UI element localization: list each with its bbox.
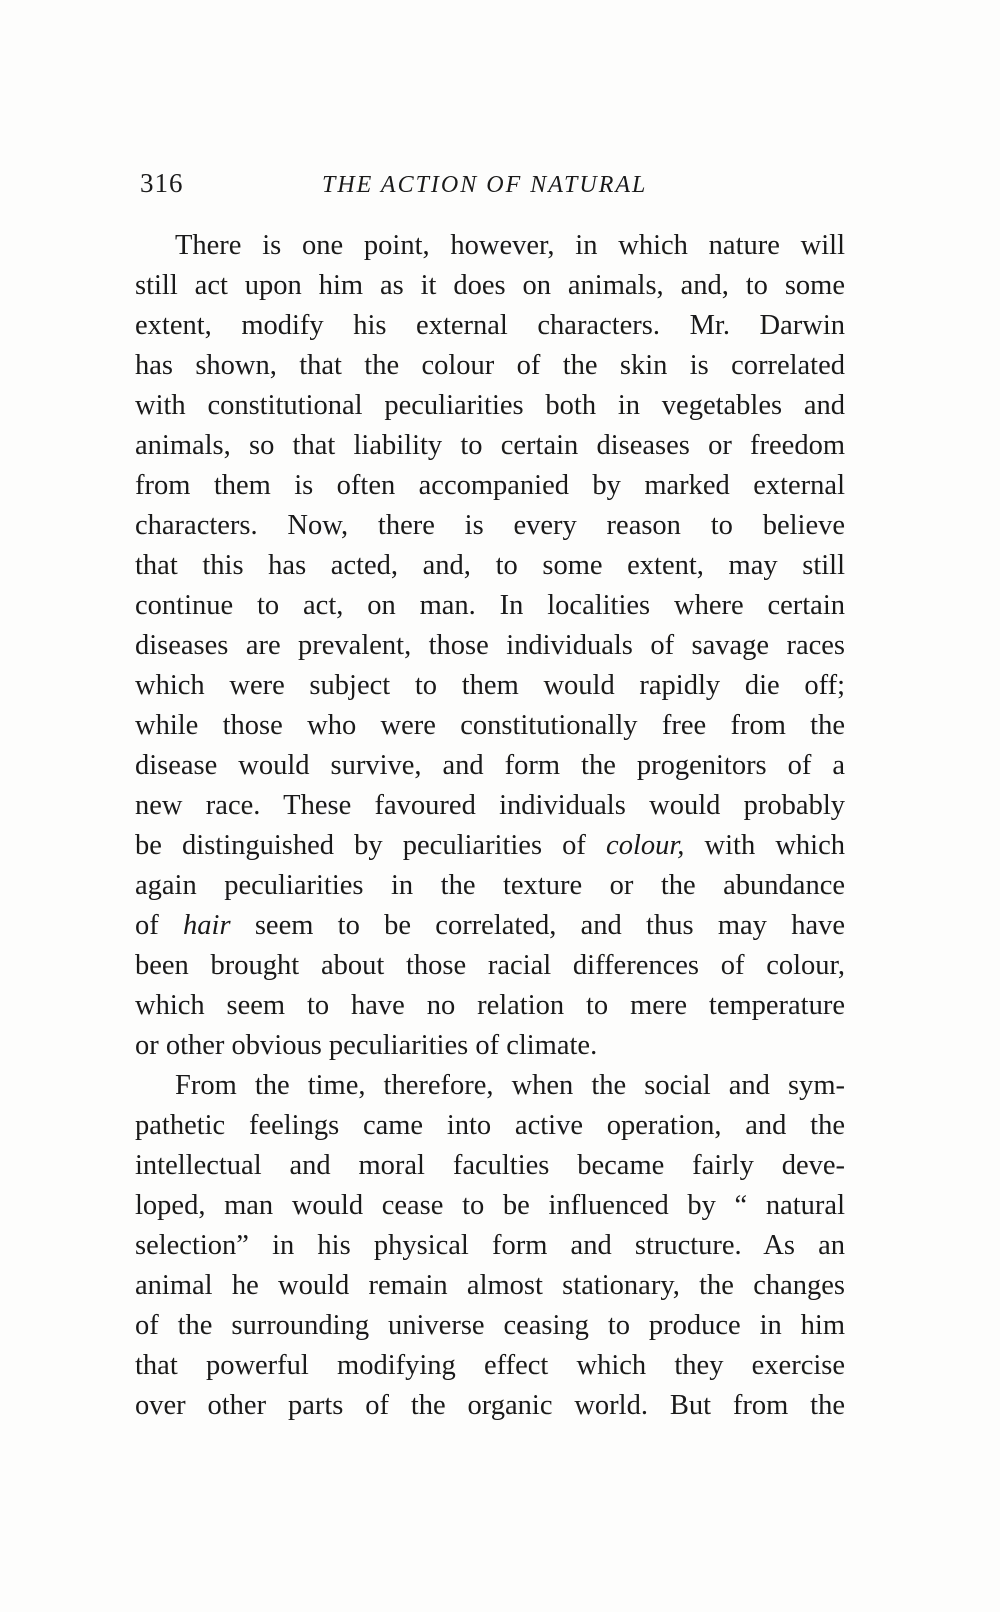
text-line: intellectual and moral faculties became fairly deve- — [135, 1150, 845, 1181]
running-head: THE ACTION OF NATURAL — [322, 172, 648, 198]
text-line: disease would survive, and form the progenitors of a — [135, 750, 845, 781]
text-line: that this has acted, and, to some extent, may still — [135, 550, 845, 581]
text-line: diseases are prevalent, those individuals of savage races — [135, 630, 845, 661]
text-line: been brought about those racial differences of colour, — [135, 950, 845, 981]
text-line: continue to act, on man. In localities where certain — [135, 590, 845, 621]
line-segment: with which — [704, 830, 845, 861]
text-line: There is one point, however, in which nature will — [175, 230, 845, 261]
italic-word: colour, — [606, 830, 685, 861]
text-line: selection” in his physical form and structure. As an — [135, 1230, 845, 1261]
line-segment: seem to be correlated, and thus may have — [254, 910, 845, 941]
text-line: extent, modify his external characters. Mr. Darwin — [135, 310, 845, 341]
text-line: which seem to have no relation to mere temperature — [135, 990, 845, 1021]
line-segment: of — [135, 910, 159, 941]
text-line: that powerful modifying effect which they exercise — [135, 1350, 845, 1381]
text-line — [135, 906, 845, 946]
text-line: of the surrounding universe ceasing to produce in him — [135, 1310, 845, 1341]
text-line: with constitutional peculiarities both in vegetables and — [135, 390, 845, 421]
text-line: again peculiarities in the texture or the abundance — [135, 870, 845, 901]
text-line: which were subject to them would rapidly die off; — [135, 670, 845, 701]
text-line: over other parts of the organic world. But from the — [135, 1390, 845, 1421]
text-line: animal he would remain almost stationary, the changes — [135, 1270, 845, 1301]
page-number: 316 — [140, 168, 184, 198]
text-line: From the time, therefore, when the social and sym- — [175, 1070, 845, 1101]
text-line — [135, 826, 845, 866]
text-line: animals, so that liability to certain diseases or freedom — [135, 430, 845, 461]
text-line: new race. These favoured individuals would probably — [135, 790, 845, 821]
text-line: or other obvious peculiarities of climate. — [135, 1030, 598, 1061]
text-line: from them is often accompanied by marked external — [135, 470, 845, 501]
text-line: pathetic feelings came into active operation, and the — [135, 1110, 845, 1141]
text-line: while those who were constitutionally free from the — [135, 710, 845, 741]
text-line: still act upon him as it does on animals, and, to some — [135, 270, 845, 301]
text-line: characters. Now, there is every reason to believe — [135, 510, 845, 541]
text-line: has shown, that the colour of the skin is correlated — [135, 350, 845, 381]
line-segment: be distinguished by peculiarities of — [135, 830, 586, 861]
text-line: loped, man would cease to be influenced by “ natural — [135, 1190, 845, 1221]
italic-word: hair — [183, 910, 231, 941]
